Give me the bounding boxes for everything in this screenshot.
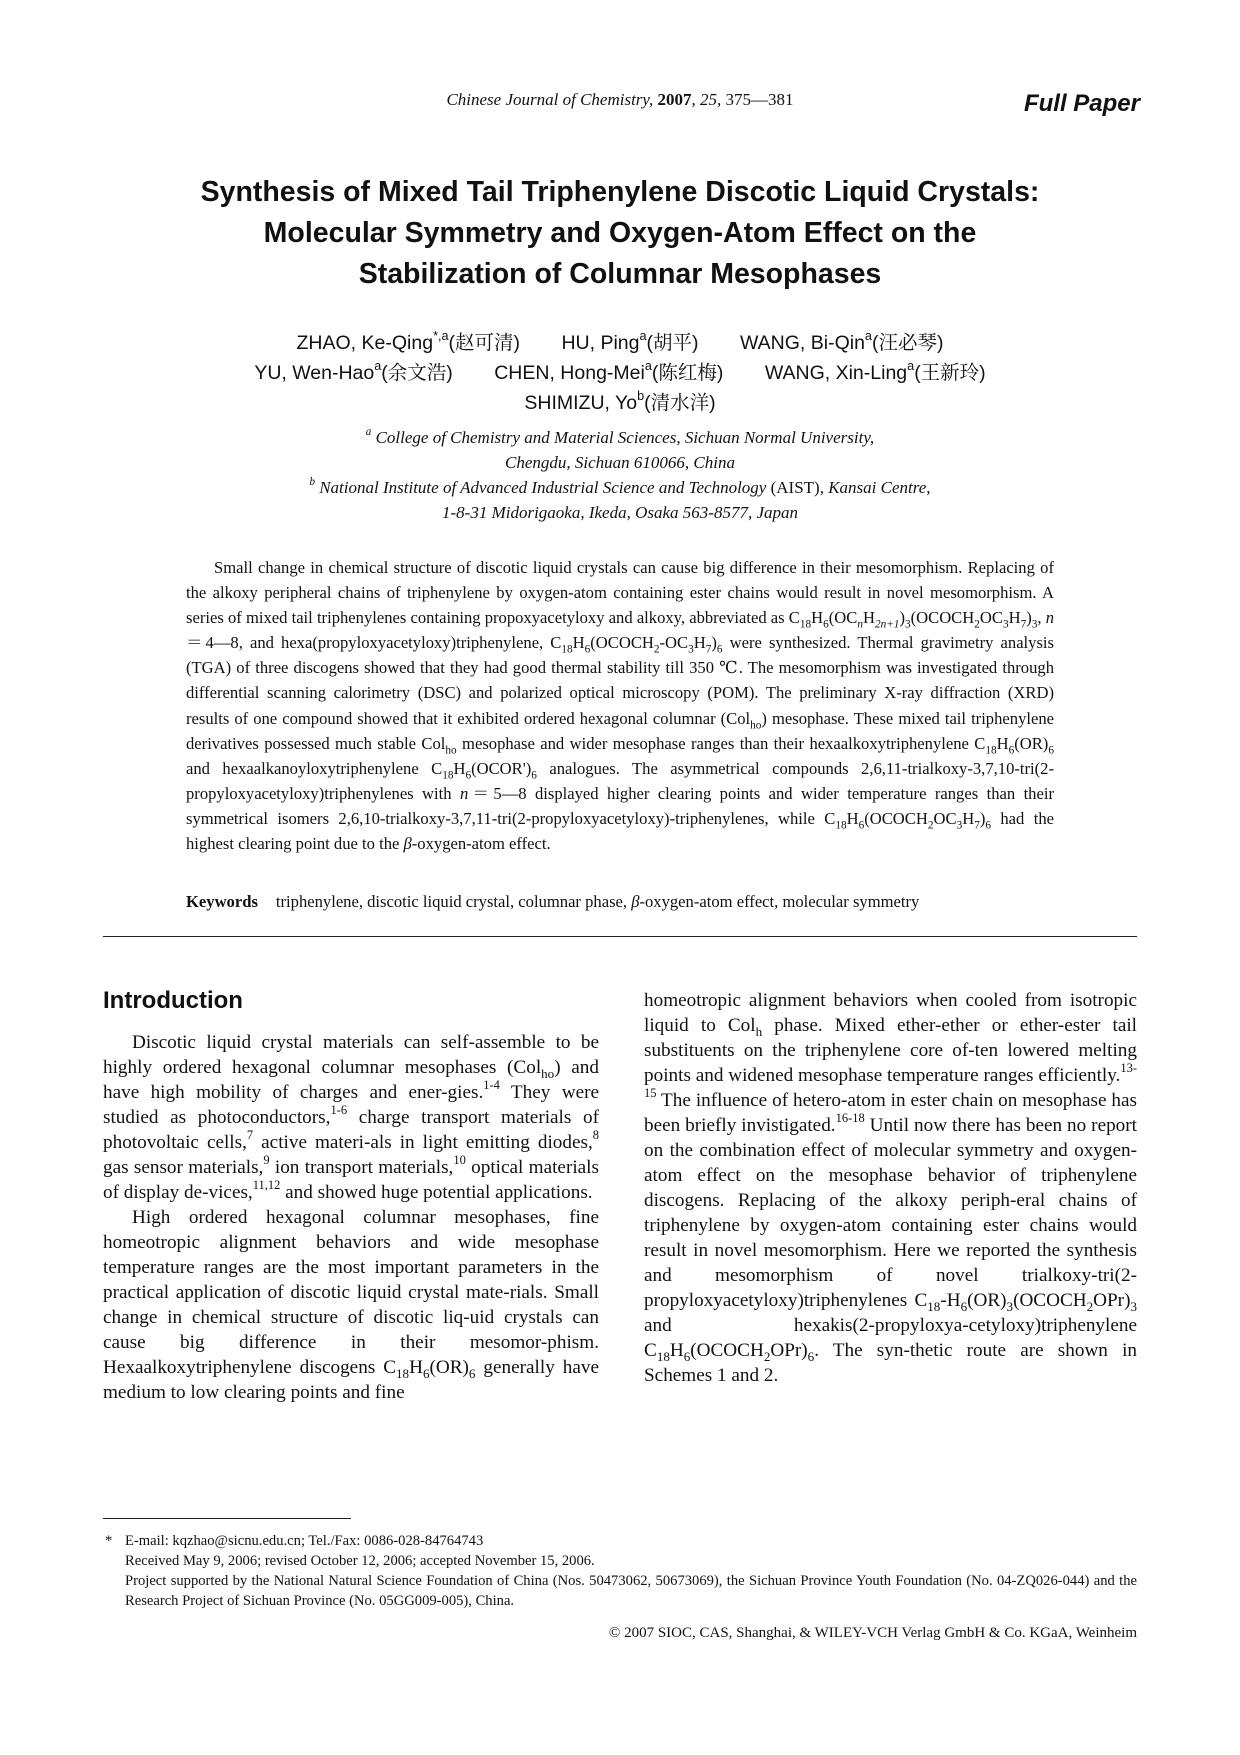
affiliations (150, 425, 1090, 525)
author-list (100, 328, 1140, 418)
keywords-label: Keywords (186, 892, 258, 911)
keywords: Keywords triphenylene, discotic liquid crystal, columnar phase, β-oxygen-atom effect, molecular symmetry (186, 892, 920, 911)
journal-volume: 25, (700, 90, 722, 109)
title-line-3: Stabilization of Columnar Mesophases (358, 258, 882, 290)
footnote-received: Received May 9, 2006; revised October 12, 2006; accepted November 15, 2006. (125, 1553, 595, 1569)
body-column-right (644, 988, 1137, 1388)
journal-pages: 375—381 (725, 90, 794, 109)
author: WANG, Xin-Ling$^a$(王新玲) (764, 359, 986, 384)
body-column-left (103, 1030, 599, 1405)
footnote-funding: Project supported by the National Natural Science Foundation of China (Nos. 50473062, 50673069), the Sichuan Province Youth Foundation (No. 04-ZQ026-044) and the Research Project of Sichuan Province (No. 05GG009-005), China. (125, 1573, 1137, 1609)
footnote-divider (103, 1518, 351, 1519)
footnotes (105, 1531, 1137, 1611)
author: WANG, Bi-Qin$^a$(汪必琴) (739, 329, 944, 354)
journal-citation: Chinese Journal of Chemistry, 2007, 25, 375—381 (446, 90, 794, 109)
author: SHIMIZU, Yo$^b$(清水洋) (524, 389, 716, 414)
affiliation-a: $^a$ College of Chemistry and Material Sciences, Sichuan Normal University, (365, 426, 875, 447)
copyright: © 2007 SIOC, CAS, Shanghai, & WILEY-VCH Verlag GmbH & Co. KGaA, Weinheim (608, 1625, 1137, 1641)
paper-title (130, 172, 1110, 295)
paragraph: homeotropic alignment behaviors when cooled from isotropic liquid to Col$_h$ phase. Mixed ether-ether or ether-ester tail substituents on the triphenylene core of-ten lowered melting points and widened mesophase temperature ranges efficiently.$^{13-15}$ The influence of hetero-atom in ester chain on mesophase has been briefly invistigated.$^{16-18}$ Until now there has been no report on the combination effect of molecular symmetry and oxygen-atom effect on the mesophase behavior of triphenylene discogens. Replacing of the alkoxy periph-eral chains of triphenylene by oxygen-atom containing ester chains would result in novel mesomorphism. Here we reported the synthesis and mesomorphism of novel trialkoxy-tri(2-propyloxyacetyloxy)triphenylenes $C_{18}-H_6(OR)_3(OCOCH_2OPr)_3$ and hexakis(2-propyloxya-cetyloxy)triphenylene $C_{18}H_6(OCOCH_2OPr)_6$. The syn-thetic route are shown in Schemes 1 and 2. (644, 990, 1138, 1386)
journal-name: Chinese Journal of Chemistry, (446, 90, 654, 109)
author: HU, Ping$^a$(胡平) (561, 329, 699, 354)
affiliation-a-address: Chengdu, Sichuan 610066, China (505, 453, 735, 472)
introduction-heading: Introduction (103, 987, 243, 1014)
author: CHEN, Hong-Mei$^a$(陈红梅) (494, 359, 724, 384)
author: ZHAO, Ke-Qing$^{*,a}$(赵可清) (296, 329, 521, 354)
title-line-1: Synthesis of Mixed Tail Triphenylene Discotic Liquid Crystals: (200, 176, 1040, 208)
affiliation-b-address: 1-8-31 Midorigaoka, Ikeda, Osaka 563-8577, Japan (442, 503, 798, 522)
section-divider (103, 936, 1137, 937)
paragraph: High ordered hexagonal columnar mesophases, fine homeotropic alignment behaviors and wide mesophase temperature ranges are the most important parameters in the practical application of discotic liquid crystal mate-rials. Small change in chemical structure of discotic liq-uid crystals can cause big difference in their mesomor-phism. Hexaalkoxytriphenylene discogens $C_{18}H_6(OR)_6$ generally have medium to low clearing points and fine (103, 1207, 599, 1403)
affiliation-b: $^b$ National Institute of Advanced Industrial Science and Technology (AIST), Kansai Centre, (309, 476, 931, 497)
journal-year: 2007 (657, 90, 692, 109)
author: YU, Wen-Hao$^a$(余文浩) (254, 359, 453, 384)
paragraph: Discotic liquid crystal materials can self-assemble to be highly ordered hexagonal columnar mesophases (Col$_{ho}$) and have high mobility of charges and ener-gies.$^{1-4}$ They were studied as photoconductors,$^{1-6}$ charge transport materials of photovoltaic cells,$^7$ active materi-als in light emitting diodes,$^8$ gas sensor materials,$^9$ ion transport materials,$^{10}$ optical materials of display de-vices,$^{11,12}$ and showed huge potential applications. (103, 1032, 599, 1203)
section-label: Full Paper (1023, 90, 1140, 117)
footnote-email: * E-mail: kqzhao@sicnu.edu.cn; Tel./Fax: 0086-028-84764743 (105, 1533, 484, 1549)
abstract: Small change in chemical structure of discotic liquid crystals can cause big difference in their mesomorphism. Replacing of the alkoxy peripheral chains of triphenylene by oxygen-atom containing ester chains would result in novel mesomorphism. A series of mixed tail triphenylenes containing propoxyacetyloxy and alkoxy, abbreviated as $C_{18}H_6(OC_nH_{2n+1})_3(OCOCH_2OC_3H_7)_3$, n＝4—8, and hexa(propyloxyacetyloxy)triphenylene, $C_{18}H_6(OCOCH_2-OC_3H_7)_6$ were synthesized. Thermal gravimetry analysis (TGA) of three discogens showed that they had good thermal stability till 350 ℃. The mesomorphism was investigated through differential scanning calorimetry (DSC) and polarized optical microscopy (POM). The preliminary X-ray diffraction (XRD) results of one compound showed that it exhibited ordered hexagonal columnar (Col$_{ho}$) mesophase. These mixed tail triphenylene derivatives possessed much stable Col$_{ho}$ mesophase and wider mesophase ranges than their hexaalkoxytriphenylene $C_{18}H_6(OR)_6$ and hexaalkanoyloxytriphenylene $C_{18}H_6(OCOR')_6$ analogues. The asymmetrical compounds 2,6,11-trialkoxy-3,7,10-tri(2-propyloxyacetyloxy)triphenylenes with n＝5—8 displayed higher clearing points and wider temperature ranges than their symmetrical isomers 2,6,10-trialkoxy-3,7,11-tri(2-propyloxyacetyloxy)-triphenylenes, while $C_{18}H_6(OCOCH_2OC_3H_7)_6$ had the highest clearing point due to the β-oxygen-atom effect. (186, 558, 1055, 854)
title-line-2: Molecular Symmetry and Oxygen-Atom Effect on the (263, 217, 977, 249)
